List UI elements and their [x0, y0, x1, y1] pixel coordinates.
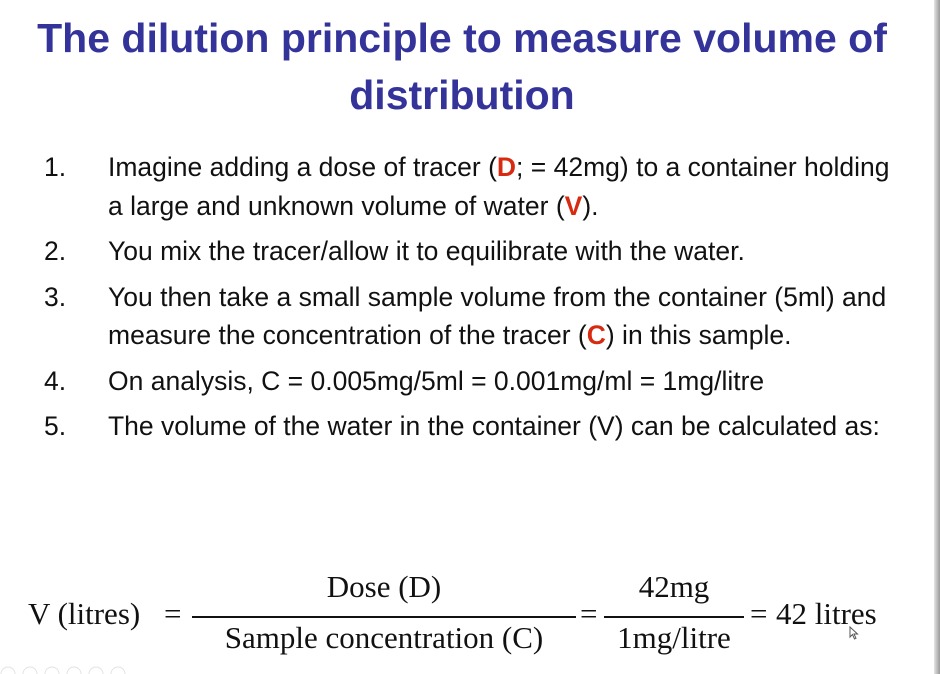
- step-2: [44, 232, 904, 271]
- step-4: [44, 362, 904, 401]
- step-text: You then take a small sample volume from the container (5ml) and measure the concentration of the tracer (: [108, 281, 887, 350]
- fraction-numerator: Dose (D): [326, 569, 442, 604]
- fraction-bar: [192, 616, 576, 618]
- formula-result: 42 litres: [776, 596, 877, 631]
- slide-navigation-controls: [0, 664, 140, 674]
- volume-symbol: V: [564, 190, 583, 221]
- fraction-denominator: 1mg/litre: [617, 620, 731, 655]
- formula-equals: =: [750, 596, 768, 631]
- step-1: [44, 148, 904, 225]
- step-text: ; = 42mg) to a container holding a large and unknown volume of water (: [108, 152, 890, 221]
- step-number: 3.: [44, 281, 67, 312]
- dose-symbol: D: [496, 152, 517, 182]
- step-number: 5.: [44, 411, 67, 441]
- slide-title: The dilution principle to measure volume of distribution: [37, 15, 887, 118]
- formula-equals: =: [164, 596, 182, 631]
- step-text: The volume of the water in the container (V) can be calculated as:: [108, 411, 880, 441]
- fraction-numerator: 42mg: [638, 569, 710, 604]
- step-text: ).: [582, 190, 599, 221]
- concentration-symbol: C: [586, 320, 606, 350]
- step-number: 4.: [44, 365, 67, 396]
- step-text: Imagine adding a dose of tracer (: [108, 152, 497, 182]
- step-text: On analysis, C = 0.005mg/5ml = 0.001mg/ml = 1mg/litre: [108, 365, 765, 396]
- formula-lhs: V (litres): [28, 596, 141, 631]
- mouse-pointer-icon: [849, 626, 859, 640]
- window-edge: [934, 0, 940, 674]
- fraction-bar: [604, 616, 744, 618]
- step-number: 2.: [44, 236, 67, 266]
- step-5: [44, 407, 904, 446]
- step-text: You mix the tracer/allow it to equilibrate with the water.: [108, 236, 745, 266]
- step-list: [44, 148, 904, 446]
- formula-equals: =: [580, 596, 598, 631]
- volume-formula: [0, 565, 934, 665]
- step-text: ) in this sample.: [605, 320, 792, 350]
- step-number: 1.: [44, 152, 67, 182]
- step-3: [44, 278, 904, 355]
- fraction-denominator: Sample concentration (C): [224, 620, 544, 655]
